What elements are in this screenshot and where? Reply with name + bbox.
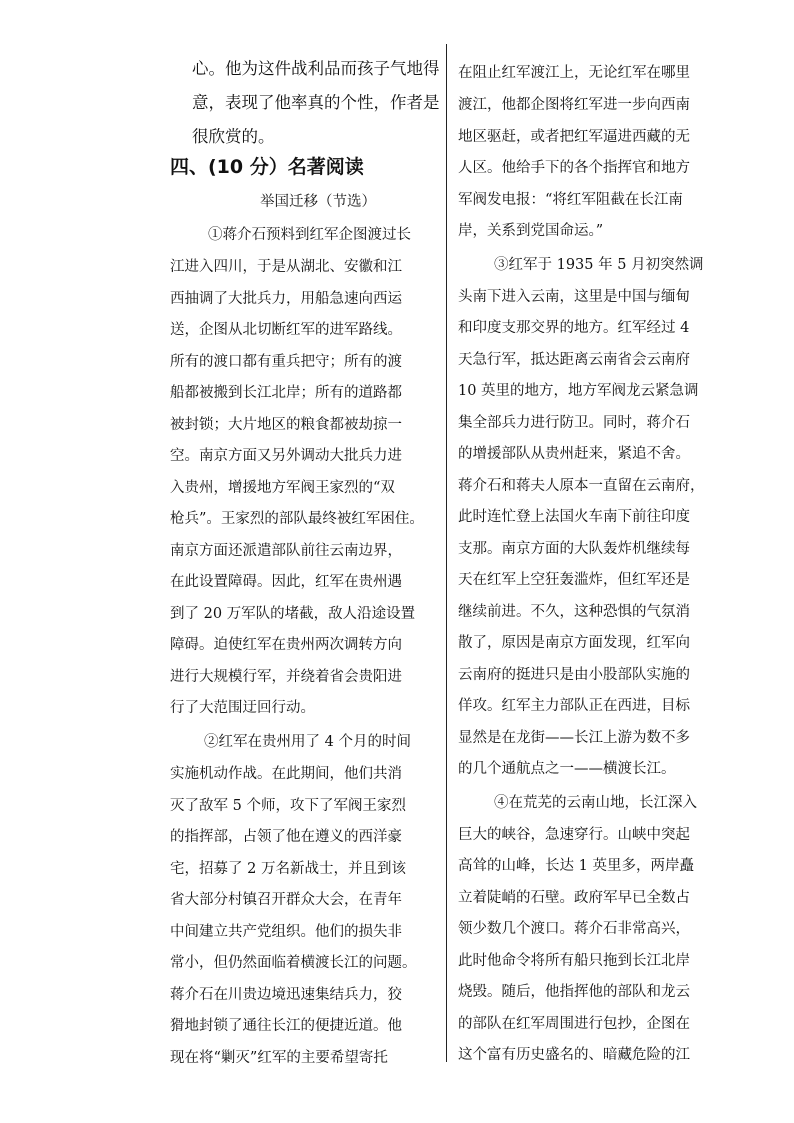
body-line: 此时连忙登上法国火车南下前往印度 [458, 509, 690, 525]
body-line: 船都被搬到长江北岸；所有的道路都 [170, 385, 402, 401]
body-line: 的几个通航点之一——横渡长江。 [458, 761, 676, 777]
body-line: 军阀发电报：“将红军阻截在长江南 [458, 192, 683, 208]
body-line: 西抽调了大批兵力，用船急速向西运 [170, 291, 402, 307]
body-line: 省大部分村镇召开群众大会，在青年 [170, 892, 402, 908]
body-line: 在阻止红军渡江上，无论红军在哪里 [458, 65, 690, 81]
body-line: 立着陡峭的石壁。政府军早已全数占 [458, 890, 690, 906]
body-line: 显然是在龙街——长江上游为数不多 [458, 730, 690, 746]
body-line: 入贵州，增援地方军阀王家烈的“双 [170, 480, 395, 496]
intro-line: 很欣赏的。 [192, 127, 275, 146]
intro-line: 心。他为这件战利品而孩子气地得 [192, 59, 440, 78]
body-line: 这个富有历史盛名的、暗藏危险的江 [458, 1047, 690, 1063]
body-line: 被封锁；大片地区的粮食都被劫掠一 [170, 417, 402, 433]
body-line: 地区驱赶，或者把红军逼进西藏的无 [458, 129, 690, 145]
body-line: 天在红军上空狂轰滥炸，但红军还是 [458, 572, 690, 588]
body-line: 头南下进入云南，这里是中国与缅甸 [458, 289, 690, 305]
body-line: 障碍。迫使红军在贵州两次调转方向 [170, 637, 402, 653]
body-line: 领少数几个渡口。蒋介石非常高兴， [458, 921, 690, 937]
body-line: 云南府的挺进只是由小股部队实施的 [458, 667, 690, 683]
body-line: 猾地封锁了通往长江的便捷近道。他 [170, 1018, 402, 1034]
body-line: 天急行军，抵达距离云南省会云南府 [458, 352, 690, 368]
body-line: 和印度支那交界的地方。红军经过 4 [458, 320, 690, 336]
body-line: 巨大的峡谷，急速穿行。山峡中突起 [458, 827, 690, 843]
body-line: 人区。他给手下的各个指挥官和地方 [458, 160, 690, 176]
body-line: 的指挥部，占领了他在遵义的西洋豪 [170, 829, 402, 845]
body-line: 渡江，他都企图将红军进一步向西南 [458, 97, 690, 113]
body-line: ①蒋介石预料到红军企图渡过长 [208, 227, 411, 243]
body-line: 蒋介石在川贵边境迅速集结兵力，狡 [170, 987, 402, 1003]
body-line: 在此设置障碍。因此，红军在贵州遇 [170, 574, 402, 590]
body-line: 枪兵”。王家烈的部队最终被红军困住。 [170, 511, 424, 527]
section-heading: 四、(10 分）名著阅读 [170, 156, 364, 178]
body-line: ②红军在贵州用了 4 个月的时间 [204, 734, 411, 750]
body-line: 宅，招募了 2 万名新战士，并且到该 [170, 861, 406, 877]
body-line: 岸，关系到党国命运。” [458, 223, 604, 239]
body-line: 进行大规模行军，并绕着省会贵阳进 [170, 669, 402, 685]
body-line: 的增援部队从贵州赶来，紧追不舍。 [458, 446, 690, 462]
body-line: 实施机动作战。在此期间，他们共消 [170, 766, 402, 782]
body-line: 到了 20 万军队的堵截，敌人沿途设置 [170, 606, 416, 622]
body-line: 支那。南京方面的大队轰炸机继续每 [458, 541, 690, 557]
body-line: ③红军于 1935 年 5 月初突然调 [494, 257, 704, 273]
body-line: 10 英里的地方，地方军阀龙云紧急调 [458, 383, 699, 399]
body-line: 中间建立共产党组织。他们的损失非 [170, 924, 402, 940]
body-line: 南京方面还派遣部队前往云南边界， [170, 543, 402, 559]
body-line: 蒋介石和蒋夫人原本一直留在云南府， [458, 478, 705, 494]
body-line: 空。南京方面又另外调动大批兵力进 [170, 448, 402, 464]
body-line: 此时他命令将所有船只拖到长江北岸 [458, 953, 690, 969]
body-line: 灭了敌军 5 个师，攻下了军阀王家烈 [170, 798, 406, 814]
body-line: 的部队在红军周围进行包抄，企图在 [458, 1016, 690, 1032]
body-line: 江进入四川，于是从湖北、安徽和江 [170, 259, 402, 275]
body-line: 送，企图从北切断红军的进军路线。 [170, 322, 402, 338]
body-line: 集全部兵力进行防卫。同时，蒋介石 [458, 415, 690, 431]
body-line: 继续前进。不久，这种恐惧的气氛消 [458, 604, 690, 620]
article-title: 举国迁移（节选） [260, 194, 376, 210]
body-line: 烧毁。随后，他指挥他的部队和龙云 [458, 984, 690, 1000]
column-divider [446, 44, 447, 1062]
body-line: 现在将“剿灭”红军的主要希望寄托 [170, 1050, 388, 1066]
body-line: 高耸的山峰，长达 1 英里多，两岸矗 [458, 858, 694, 874]
body-line: 佯攻。红军主力部队正在西进，目标 [458, 698, 690, 714]
body-line: 所有的渡口都有重兵把守；所有的渡 [170, 354, 402, 370]
intro-line: 意，表现了他率真的个性，作者是 [192, 93, 440, 112]
body-line: 散了，原因是南京方面发现，红军向 [458, 635, 690, 651]
body-line: 常小，但仍然面临着横渡长江的问题。 [170, 955, 417, 971]
body-line: ④在荒芜的云南山地，长江深入 [494, 795, 697, 811]
body-line: 行了大范围迂回行动。 [170, 700, 315, 716]
